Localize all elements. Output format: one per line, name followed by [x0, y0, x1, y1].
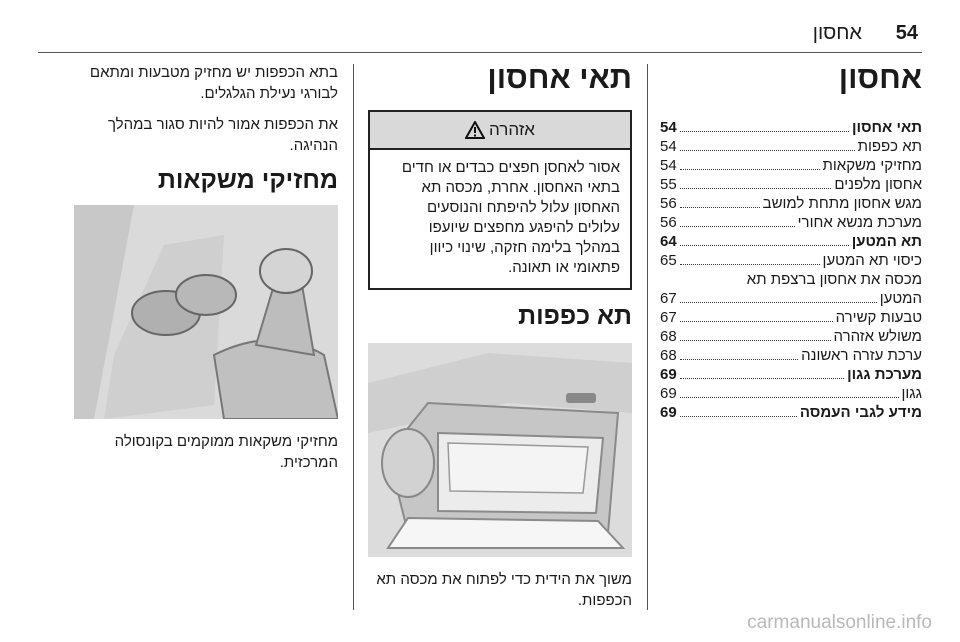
toc-leader-dots [680, 321, 833, 322]
toc-entry-page: 54 [660, 138, 677, 155]
toc-leader-dots [680, 169, 820, 170]
cupholders-illustration [74, 205, 338, 419]
toc-entry[interactable] [660, 365, 922, 384]
caption-line: הכפפות. [577, 592, 632, 609]
glovebox-coin-paragraph [74, 62, 338, 104]
toc-leader-dots [680, 416, 797, 417]
toc-entry[interactable] [660, 403, 922, 422]
toc-leader-dots [680, 245, 849, 246]
storage-compartments-heading: תאי אחסון [487, 60, 632, 95]
toc-entry-page: 69 [660, 366, 677, 383]
glovebox-caption [368, 569, 632, 611]
toc-leader-dots [680, 150, 855, 151]
toc-list [660, 118, 922, 422]
warning-line: במהלך בלימה חזקה, שינוי כיוון [429, 239, 620, 256]
toc-leader-dots [680, 359, 798, 360]
toc-entry[interactable] [660, 384, 922, 403]
caption-line: מחזיקי משקאות ממוקמים בקונסולה [114, 433, 338, 450]
toc-entry-label: מערכת מנשא אחורי [797, 214, 922, 231]
toc-entry[interactable] [660, 213, 922, 232]
toc-leader-dots [680, 340, 831, 341]
toc-entry-page: 69 [660, 404, 677, 421]
toc-entry-page: 54 [660, 119, 677, 136]
toc-entry-label: תא כפפות [857, 138, 922, 155]
glovebox-closed-paragraph [74, 114, 338, 156]
left-column [74, 62, 338, 473]
toc-entry-label: מערכת גגון [847, 366, 922, 383]
cupholders-heading: מחזיקי משקאות [157, 166, 338, 194]
warning-text [370, 150, 630, 288]
toc-entry[interactable] [660, 194, 922, 213]
toc-entry-page: 69 [660, 385, 677, 402]
toc-entry-label: המטען [879, 290, 922, 307]
cupholders-caption [74, 431, 338, 473]
toc-entry[interactable] [660, 346, 922, 365]
toc-entry[interactable] [660, 156, 922, 175]
toc-entry-page: 68 [660, 347, 677, 364]
toc-entry[interactable] [660, 118, 922, 137]
toc-entry[interactable] [660, 308, 922, 327]
warning-line: פתאומי או תאונה. [508, 259, 620, 276]
toc-entry-label: גגון [901, 385, 922, 402]
warning-header [370, 112, 630, 150]
toc-column [660, 60, 922, 422]
toc-entry-page: 55 [660, 176, 677, 193]
toc-entry-label: מחזיקי משקאות [822, 157, 922, 174]
middle-column [368, 60, 632, 611]
toc-leader-dots [680, 378, 844, 379]
toc-entry[interactable] [660, 327, 922, 346]
toc-entry-label: תאי אחסון [852, 119, 922, 136]
toc-leader-dots [680, 207, 760, 208]
watermark: carmanualsonline.info [747, 612, 932, 633]
warning-label: אזהרה [489, 120, 535, 139]
toc-entry-label: מגש אחסון מתחת למושב [762, 195, 922, 212]
toc-entry-page: 54 [660, 157, 677, 174]
toc-entry[interactable] [660, 175, 922, 194]
toc-leader-dots [680, 188, 832, 189]
toc-entry-continuation: מכסה את אחסון ברצפת תא [746, 271, 922, 288]
warning-triangle-icon [465, 121, 485, 139]
toc-entry-page: 56 [660, 195, 677, 212]
warning-line: האחסון עלול להיפתח והנוסעים [426, 199, 620, 216]
glovebox-heading: תא כפפות [518, 302, 632, 330]
text-line: לבורגי נעילת הגלגלים. [200, 85, 338, 102]
warning-line: עלולים להיפגע מחפצים שיועפו [428, 219, 620, 236]
toc-leader-dots [680, 264, 820, 265]
warning-line: בתאי האחסון. אחרת, מכסה תא [421, 179, 620, 196]
toc-leader-dots [680, 131, 849, 132]
toc-entry-page: 68 [660, 328, 677, 345]
text-line: הנהיגה. [289, 137, 338, 154]
toc-entry-page: 67 [660, 290, 677, 307]
caption-line: משוך את הידית כדי לפתוח את מכסה תא [376, 571, 632, 588]
running-header-title: אחסון [812, 22, 862, 44]
toc-leader-dots [680, 397, 899, 398]
toc-entry-label: אחסון מלפנים [834, 176, 922, 193]
toc-entry-label: מידע לגבי העמסה [799, 404, 922, 421]
toc-entry-page: 67 [660, 309, 677, 326]
glovebox-illustration [368, 343, 632, 557]
text-line: בתא הכפפות יש מחזיק מטבעות ומתאם [89, 64, 338, 81]
toc-entry-page: 64 [660, 233, 677, 250]
caption-line: המרכזית. [279, 454, 338, 471]
column-divider-left [353, 64, 354, 610]
toc-entry[interactable] [660, 289, 922, 308]
header-rule [38, 52, 922, 53]
text-line: את הכפפות אמור להיות סגור במהלך [107, 116, 338, 133]
toc-entry[interactable] [660, 232, 922, 251]
toc-entry-label: ערכת עזרה ראשונה [801, 347, 922, 364]
toc-entry-label: כיסוי תא המטען [822, 252, 922, 269]
toc-leader-dots [680, 302, 877, 303]
toc-entry-label: משולש אזהרה [833, 328, 922, 345]
toc-entry-page: 65 [660, 252, 677, 269]
page-number: 54 [895, 22, 918, 44]
toc-entry-label: תא המטען [851, 233, 922, 250]
toc-title: אחסון [838, 60, 922, 95]
toc-entry-label: טבעות קשירה [835, 309, 922, 326]
toc-entry-page: 56 [660, 214, 677, 231]
toc-leader-dots [680, 226, 795, 227]
column-divider-right [647, 64, 648, 610]
toc-entry[interactable] [660, 251, 922, 270]
toc-entry[interactable] [660, 137, 922, 156]
warning-line: אסור לאחסן חפצים כבדים או חדים [401, 159, 620, 176]
warning-box [368, 110, 632, 290]
